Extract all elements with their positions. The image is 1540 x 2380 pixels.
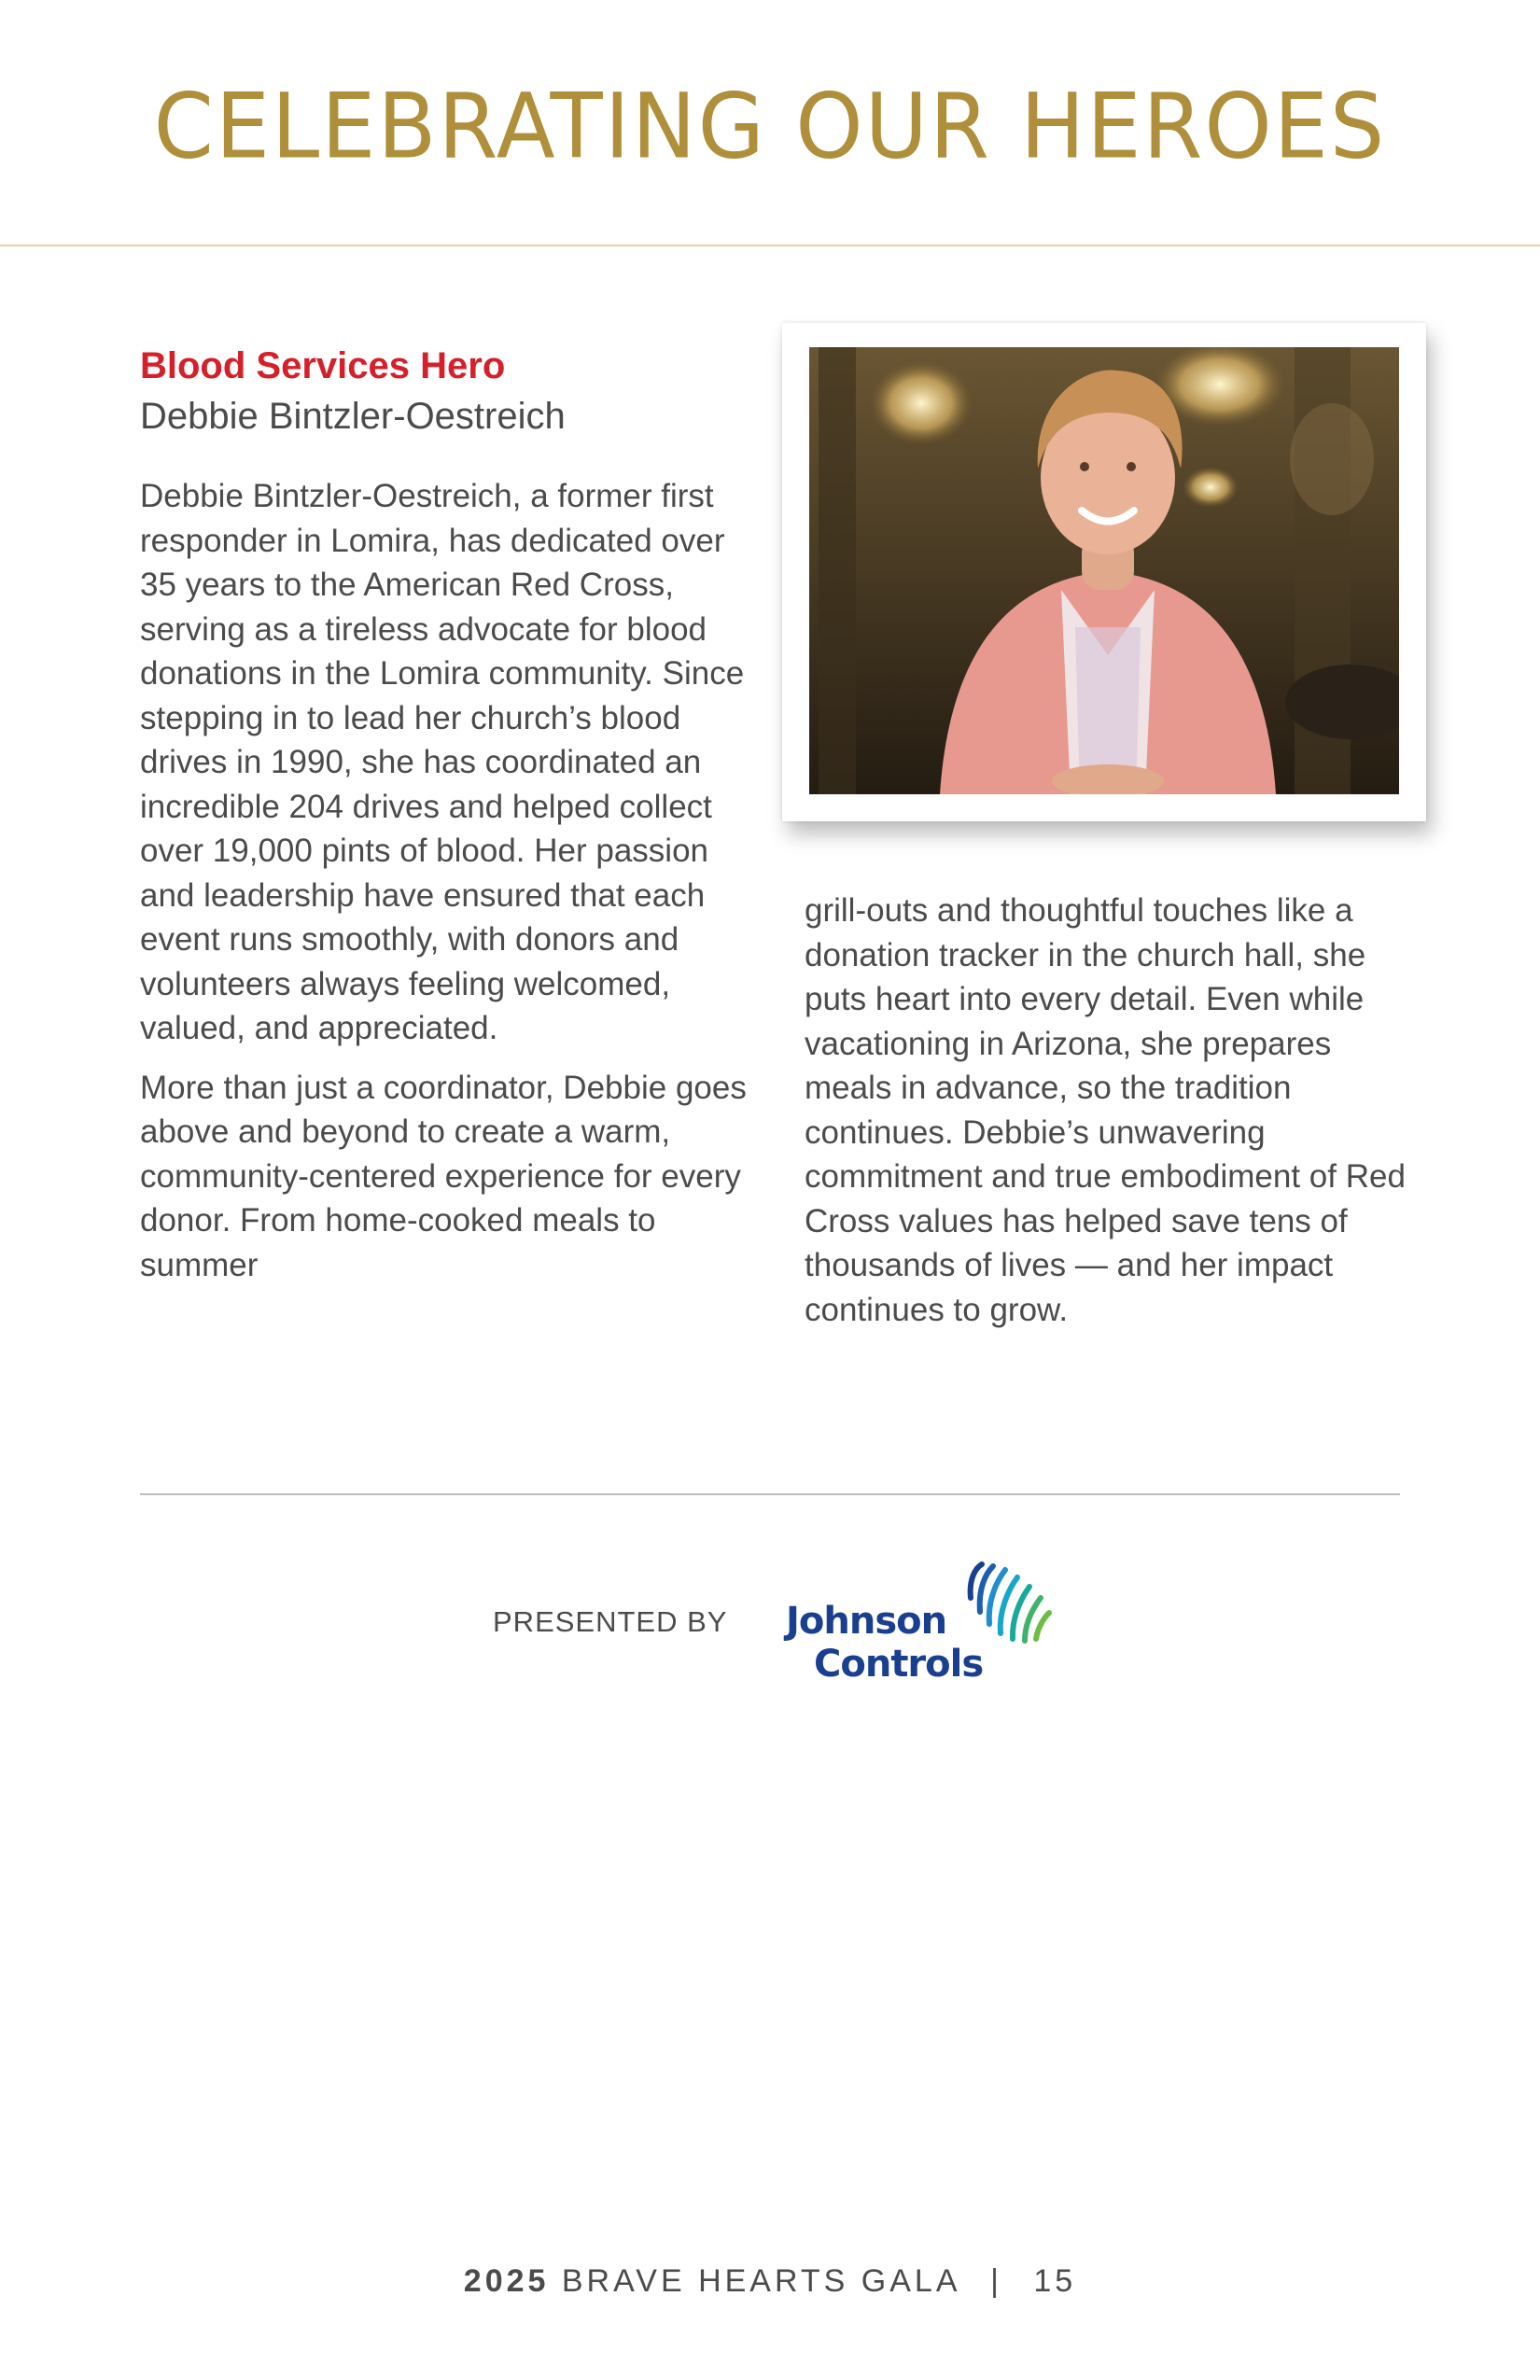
header-divider — [0, 245, 1540, 246]
sponsor-logo-text-line2: Controls — [814, 1643, 984, 1686]
page-footer — [0, 2263, 1540, 2300]
page-title: CELEBRATING OUR HEROES — [153, 74, 1387, 179]
sponsor-logo-text-line1: Johnson — [786, 1600, 947, 1643]
page-number: 15 — [1033, 2263, 1077, 2299]
presented-by-label: PRESENTED BY — [493, 1605, 728, 1638]
hero-photo — [809, 347, 1399, 794]
paragraph-1: Debbie Bintzler-Oestreich, a former first responder in Lomira, has dedicated over 35 years to the American Red Cross, serving as a tireless advocate for blood donations in the Lomira community. Since stepping in to lead her church’s blood drives in 1990, she has coordinated an incredible 204 drives and helped collect over 19,000 pints of blood. Her passion and leadership have ensured that each event runs smoothly, with donors and volunteers always feeling welcomed, valued, and appreciated. — [140, 478, 745, 1046]
section-label: Blood Services Hero — [140, 345, 506, 386]
footer-event: BRAVE HEARTS GALA — [561, 2263, 959, 2299]
profile-body-left — [140, 474, 747, 1287]
profile-left-column — [140, 342, 747, 1302]
profile-body-right — [805, 889, 1411, 1347]
paragraph-2: More than just a coordinator, Debbie goes above and beyond to create a warm, community-centered experience for every donor. From home-cooked meals to summer — [140, 1069, 747, 1283]
paragraph-3: grill-outs and thoughtful touches like a donation tracker in the church hall, she puts heart into every detail. Even while vacationing in Arizona, she prepares meals in advance, so the tradition continues. Debbie’s unwavering commitment and true embodiment of Red Cross values has helped save tens of thousands of lives — and her impact continues to grow. — [805, 892, 1406, 1328]
sponsor-logo-mark-icon — [961, 1561, 1055, 1654]
footer-separator: | — [990, 2263, 1002, 2299]
hero-name: Debbie Bintzler-Oestreich — [140, 396, 566, 437]
footer-year: 2025 — [463, 2263, 550, 2299]
section-divider — [140, 1493, 1400, 1495]
hero-photo-frame — [782, 323, 1426, 821]
sponsor-logo — [782, 1561, 1062, 1691]
